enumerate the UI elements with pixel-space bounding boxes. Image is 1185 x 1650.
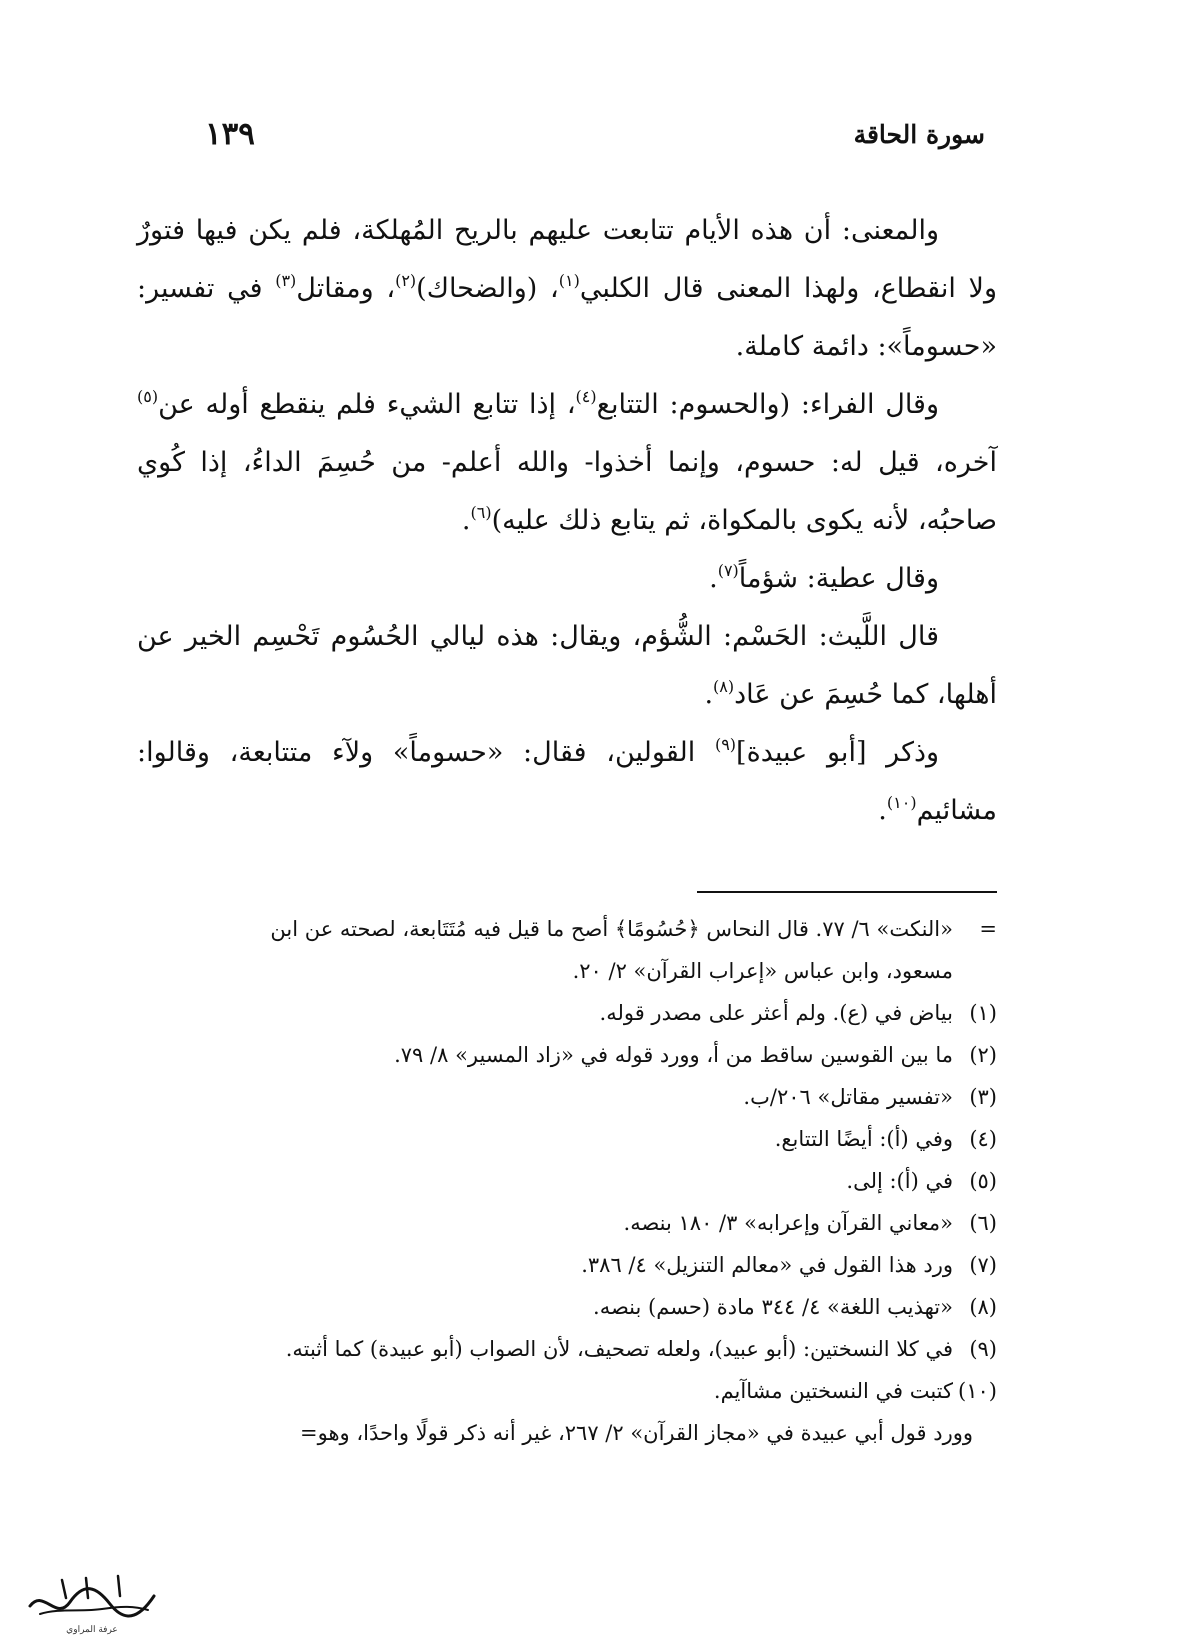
- publisher-logo-icon: [22, 1568, 162, 1638]
- text-segment: ، ومقاتل: [296, 273, 396, 304]
- footnote-text: ورد هذا القول في «معالم التنزيل» ٤/ ٣٨٦.: [581, 1253, 953, 1277]
- body-paragraph: [137, 202, 997, 376]
- footnote: [137, 992, 997, 1034]
- text-segment: ، إذا تتابع الشيء فلم ينقطع أوله عن: [158, 389, 576, 420]
- footnote-text: في (أ): إلى.: [846, 1169, 953, 1193]
- body-paragraph: [137, 724, 997, 840]
- text-segment: .: [878, 795, 887, 826]
- footnote-text: كتبت في النسختين مشاآيم.: [713, 1379, 953, 1403]
- footnote: [137, 1370, 997, 1412]
- footnote: [137, 1076, 997, 1118]
- text-segment: قال اللَّيث: الحَسْم: الشُّؤم، ويقال: هذه ليالي الحُسُوم تَحْسِم الخير عن أهلها، كما حُسِمَ عن عَاد: [137, 621, 997, 710]
- body-paragraph: [137, 608, 997, 724]
- text-segment: ، (والضحاك): [416, 273, 559, 304]
- footnote-text: «تفسير مقاتل» ٢٠٦/ب.: [743, 1085, 953, 1109]
- footnote-reference[interactable]: (٣): [275, 271, 297, 290]
- footnote-text: بياض في (ع). ولم أعثر على مصدر قوله.: [599, 1001, 953, 1025]
- text-segment: وذكر [أبو عبيدة]: [736, 737, 939, 768]
- footnote: [137, 1118, 997, 1160]
- footnote-number: (١): [969, 1001, 997, 1025]
- footnote-marker: =: [979, 917, 997, 941]
- footnote-separator: [697, 891, 997, 893]
- body-paragraph: [137, 550, 997, 608]
- footnote: [137, 1328, 997, 1370]
- footnote-reference[interactable]: (٧): [717, 561, 739, 580]
- text-segment: والمعنى: أن هذه الأيام تتابعت عليهم بالريح المُهلكة، فلم يكن فيها فتورٌ ولا انقطاع، ولهذا المعنى قال الكلبي: [137, 215, 997, 304]
- text-segment: .: [709, 563, 718, 594]
- footnote: [137, 1034, 997, 1076]
- footnote-number: (٣): [969, 1085, 997, 1109]
- footnote-text: في كلا النسختين: (أبو عبيد)، ولعله تصحيف، لأن الصواب (أبو عبيدة) كما أثبته.: [285, 1337, 953, 1361]
- footnote: [137, 1286, 997, 1328]
- footnote-reference[interactable]: (١): [558, 271, 580, 290]
- footnotes: [137, 908, 997, 1454]
- footnote-text: وفي (أ): أيضًا التتابع.: [774, 1127, 953, 1151]
- footnote-continuation-line-1: «النكت» ٦/ ٧٧. قال النحاس ﴿حُسُومًا﴾ أصح ما قيل فيه مُتَتَابعة، لصحته عن ابن: [270, 917, 953, 941]
- body-paragraph: [137, 376, 997, 550]
- svg-text:عرفة المراوي: عرفة المراوي: [66, 1625, 118, 1635]
- footnote-number: (١٠): [958, 1379, 997, 1403]
- footnote-list: [137, 992, 997, 1412]
- text-segment: في تفسير: «حسوماً»: دائمة كاملة.: [137, 273, 997, 362]
- footnote-reference[interactable]: (٦): [470, 503, 492, 522]
- text-segment: آخره، قيل له: حسوم، وإنما أخذوا- والله أعلم- من حُسِمَ الداءُ، إذا كُوي صاحبُه، لأنه يكوى بالمكواة، ثم يتابع ذلك عليه): [137, 447, 997, 536]
- footnote-continuation: [137, 908, 997, 950]
- footnote-number: (٢): [969, 1043, 997, 1067]
- main-text: [137, 202, 997, 840]
- footnote-text: «معاني القرآن وإعرابه» ٣/ ١٨٠ بنصه.: [623, 1211, 953, 1235]
- footnote-number: (٨): [969, 1295, 997, 1319]
- footnote-reference[interactable]: (١٠): [886, 793, 917, 812]
- footnote-reference[interactable]: (٩): [714, 735, 737, 754]
- page-number: ١٣٩: [205, 116, 255, 152]
- footnote-number: (٥): [969, 1169, 997, 1193]
- footnote: [137, 1160, 997, 1202]
- page-header: [205, 116, 985, 160]
- text-segment: .: [704, 679, 714, 710]
- footnote-number: (٧): [969, 1253, 997, 1277]
- text-segment: .: [461, 505, 471, 536]
- footnote-reference[interactable]: (٥): [137, 387, 159, 406]
- surah-title: سورة الحاقة: [853, 120, 985, 149]
- text-segment: وقال الفراء: (والحسوم: التتابع: [596, 389, 939, 420]
- footnote-trailing-line: وورد قول أبي عبيدة في «مجاز القرآن» ٢/ ٢٦٧، غير أنه ذكر قولًا واحدًا، وهو=: [300, 1421, 973, 1445]
- footnote-number: (٦): [969, 1211, 997, 1235]
- text-segment: القولين، فقال: «حسوماً» ولآء متتابعة، وقالوا: مشائيم: [137, 737, 997, 826]
- footnote-text: ما بين القوسين ساقط من أ، وورد قوله في «زاد المسير» ٨/ ٧٩.: [394, 1043, 953, 1067]
- footnote-text: «تهذيب اللغة» ٤/ ٣٤٤ مادة (حسم) بنصه.: [593, 1295, 953, 1319]
- footnote-reference[interactable]: (٨): [713, 677, 735, 696]
- footnote-continuation-line-2: مسعود، وابن عباس «إعراب القرآن» ٢/ ٢٠.: [572, 959, 953, 983]
- publisher-logo: [22, 1568, 162, 1638]
- footnote: [137, 1244, 997, 1286]
- footnote-number: (٩): [969, 1337, 997, 1361]
- footnote-number: (٤): [969, 1127, 997, 1151]
- footnote: [137, 1202, 997, 1244]
- text-segment: وقال عطية: شؤماً: [738, 563, 939, 594]
- footnote-reference[interactable]: (٤): [575, 387, 597, 406]
- footnote-reference[interactable]: (٢): [395, 271, 417, 290]
